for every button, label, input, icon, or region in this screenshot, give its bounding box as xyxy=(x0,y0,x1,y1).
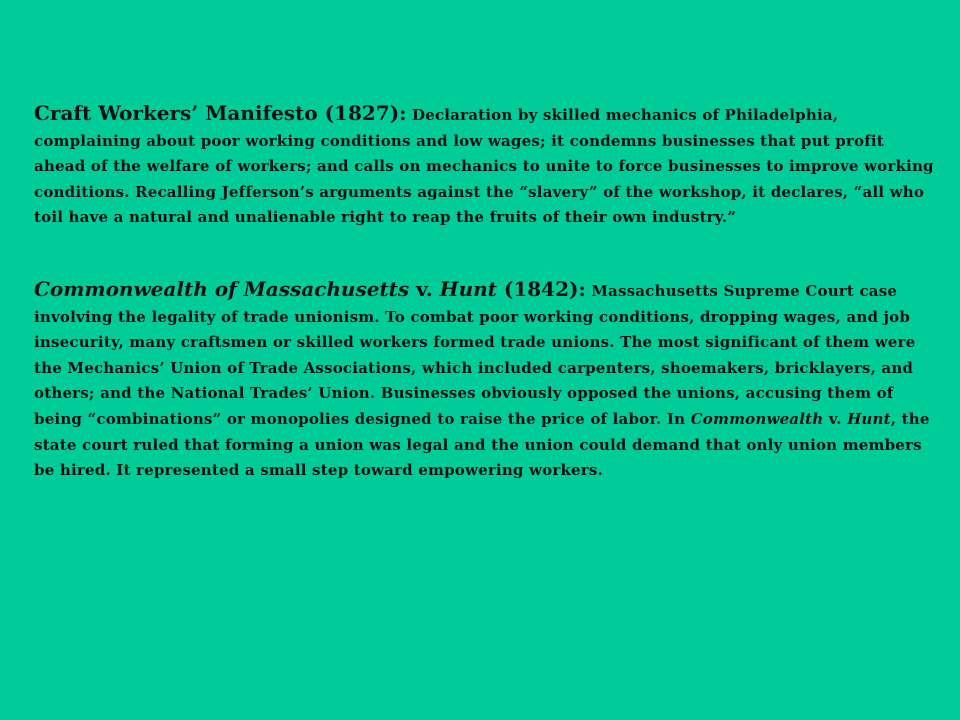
body-text-part: Massachusetts Supreme Court case involving the legality of trade unionism. To combat poor working conditions, dropping wages, and job insecurity, many craftsmen or skilled workers formed trade unions. The most significant of them were the Mechanics’ Union of Trade Associations, which included carpenters, shoemakers, bricklayers, and others; and the National Trades’ Union. Businesses obviously opposed the unions, accusing them of being “combinations” or monopolies designed to raise the price of labor. In xyxy=(34,281,916,428)
entry-body: Declaration by skilled mechanics of Philadelphia, complaining about poor working conditions and low wages; it condemns businesses that put profit ahead of the welfare of workers; and calls on mechanics to unite to force businesses to improve working conditions. Recalling Jefferson’s arguments against the “slavery” of the workshop, it declares, “all who toil have a natural and unalienable right to reap the fruits of their own industry.” xyxy=(34,106,934,227)
case-party-italic: Hunt xyxy=(439,276,497,301)
case-name-italic: Commonwealth of Massachusetts xyxy=(34,276,410,301)
craft-workers-manifesto-entry xyxy=(34,101,934,231)
entry-body xyxy=(34,282,930,479)
body-case-party-italic: Hunt xyxy=(847,409,891,428)
body-text-part: , the state court ruled that forming a union was legal and the union could demand that only union members be hired. It represented a small step toward empowering workers. xyxy=(34,409,930,480)
body-case-name-italic: Commonwealth xyxy=(690,409,824,428)
entry-heading: Craft Workers’ Manifesto (1827): xyxy=(34,101,407,125)
case-versus: v. xyxy=(409,276,440,301)
body-text-part: v. xyxy=(823,409,848,428)
entry-heading xyxy=(34,277,586,301)
slide-content xyxy=(34,101,934,484)
case-year: (1842): xyxy=(496,276,586,301)
commonwealth-v-hunt-entry xyxy=(34,277,934,484)
